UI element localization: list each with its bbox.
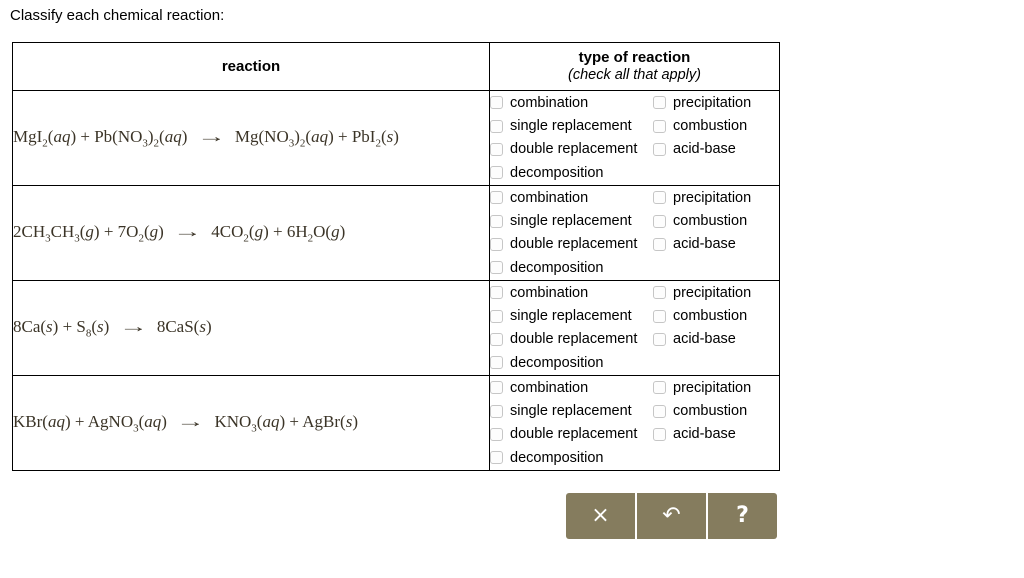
reaction-row — [13, 186, 780, 281]
option-acid-base[interactable] — [653, 328, 779, 351]
option-acid-base[interactable] — [653, 233, 779, 256]
reaction-formula: $2CH_3CH_3(g) + 7O_2(g) \to 4CO_2(g) + 6H_2O(g)$ — [13, 221, 346, 245]
option-double-replacement[interactable] — [490, 328, 653, 351]
option-label: acid-base — [673, 236, 736, 253]
checkbox-single-replacement[interactable] — [490, 405, 503, 418]
reaction-row — [13, 281, 780, 376]
option-label: combination — [510, 379, 589, 396]
option-combination[interactable] — [490, 91, 653, 114]
option-label: combustion — [673, 403, 748, 420]
option-combination[interactable] — [490, 281, 653, 304]
help-button[interactable] — [708, 493, 777, 539]
checkbox-precipitation[interactable] — [653, 96, 666, 109]
option-label: decomposition — [510, 164, 604, 181]
option-label: decomposition — [510, 259, 604, 276]
option-label: precipitation — [673, 94, 752, 111]
options-grid — [490, 281, 779, 375]
checkbox-double-replacement[interactable] — [490, 143, 503, 156]
toolbar — [566, 493, 777, 539]
table-body — [13, 91, 780, 471]
reaction-cell — [13, 186, 490, 281]
option-label: precipitation — [673, 379, 752, 396]
checkbox-combustion[interactable] — [653, 310, 666, 323]
option-label: double replacement — [510, 426, 638, 443]
type-header-label: type of reaction — [578, 49, 691, 66]
option-label: combustion — [673, 308, 748, 325]
checkbox-combustion[interactable] — [653, 215, 666, 228]
checkbox-decomposition[interactable] — [490, 166, 503, 179]
option-single-replacement[interactable] — [490, 399, 653, 422]
option-combustion[interactable] — [653, 209, 779, 232]
option-double-replacement[interactable] — [490, 138, 653, 161]
checkbox-double-replacement[interactable] — [490, 238, 503, 251]
option-combustion[interactable] — [653, 399, 779, 422]
reaction-formula: $MgI_2(aq) + Pb(NO_3)_2(aq) \to Mg(NO_3)_2(aq) + PbI_2(s)$ — [13, 126, 399, 150]
options-cell — [490, 281, 780, 376]
options-grid — [490, 91, 779, 185]
option-label: single replacement — [510, 403, 632, 420]
option-label: acid-base — [673, 331, 736, 348]
option-label: precipitation — [673, 189, 752, 206]
option-label: double replacement — [510, 236, 638, 253]
checkbox-acid-base[interactable] — [653, 428, 666, 441]
option-combination[interactable] — [490, 376, 653, 399]
reaction-formula: $8Ca(s) + S_8(s) \to 8CaS(s)$ — [13, 316, 212, 340]
checkbox-acid-base[interactable] — [653, 238, 666, 251]
option-single-replacement[interactable] — [490, 209, 653, 232]
reaction-cell — [13, 281, 490, 376]
options-grid — [490, 376, 779, 470]
type-column-header — [490, 43, 780, 91]
option-single-replacement[interactable] — [490, 304, 653, 327]
options-cell — [490, 91, 780, 186]
option-decomposition[interactable] — [490, 256, 653, 279]
option-label: combination — [510, 189, 589, 206]
option-precipitation[interactable] — [653, 376, 779, 399]
option-label: decomposition — [510, 354, 604, 371]
checkbox-combination[interactable] — [490, 191, 503, 204]
option-label: combination — [510, 94, 589, 111]
header-row — [13, 43, 780, 91]
x-icon: × — [591, 503, 610, 528]
reaction-cell — [13, 91, 490, 186]
option-combustion[interactable] — [653, 114, 779, 137]
option-single-replacement[interactable] — [490, 114, 653, 137]
option-precipitation[interactable] — [653, 281, 779, 304]
option-label: decomposition — [510, 449, 604, 466]
checkbox-precipitation[interactable] — [653, 381, 666, 394]
reaction-header-label: reaction — [221, 58, 281, 75]
checkbox-single-replacement[interactable] — [490, 310, 503, 323]
type-header-sublabel: (check all that apply) — [568, 67, 701, 83]
option-label: double replacement — [510, 331, 638, 348]
option-label: acid-base — [673, 426, 736, 443]
option-acid-base[interactable] — [653, 423, 779, 446]
option-label: single replacement — [510, 213, 632, 230]
options-cell — [490, 186, 780, 281]
options-cell — [490, 376, 780, 471]
option-label: double replacement — [510, 141, 638, 158]
option-label: combustion — [673, 213, 748, 230]
clear-button[interactable] — [566, 493, 635, 539]
checkbox-combination[interactable] — [490, 286, 503, 299]
checkbox-acid-base[interactable] — [653, 143, 666, 156]
undo-button[interactable] — [637, 493, 706, 539]
checkbox-single-replacement[interactable] — [490, 215, 503, 228]
option-label: precipitation — [673, 284, 752, 301]
option-label: single replacement — [510, 308, 632, 325]
option-label: combustion — [673, 118, 748, 135]
reaction-row — [13, 376, 780, 471]
checkbox-double-replacement[interactable] — [490, 428, 503, 441]
checkbox-combustion[interactable] — [653, 120, 666, 133]
checkbox-decomposition[interactable] — [490, 451, 503, 464]
checkbox-acid-base[interactable] — [653, 333, 666, 346]
option-label: combination — [510, 284, 589, 301]
checkbox-combination[interactable] — [490, 96, 503, 109]
classification-table — [12, 42, 780, 471]
reaction-cell — [13, 376, 490, 471]
undo-icon: ↶ — [662, 503, 681, 528]
checkbox-double-replacement[interactable] — [490, 333, 503, 346]
option-combination[interactable] — [490, 186, 653, 209]
checkbox-single-replacement[interactable] — [490, 120, 503, 133]
option-decomposition[interactable] — [490, 351, 653, 374]
option-precipitation[interactable] — [653, 91, 779, 114]
checkbox-decomposition[interactable] — [490, 261, 503, 274]
checkbox-precipitation[interactable] — [653, 191, 666, 204]
reaction-row — [13, 91, 780, 186]
option-label: acid-base — [673, 141, 736, 158]
reaction-column-header — [13, 43, 490, 91]
help-icon: ? — [736, 503, 749, 528]
option-decomposition[interactable] — [490, 446, 653, 469]
checkbox-decomposition[interactable] — [490, 356, 503, 369]
checkbox-precipitation[interactable] — [653, 286, 666, 299]
option-double-replacement[interactable] — [490, 233, 653, 256]
option-acid-base[interactable] — [653, 138, 779, 161]
option-label: single replacement — [510, 118, 632, 135]
checkbox-combustion[interactable] — [653, 405, 666, 418]
reaction-formula: KBr(aq) + AgNO$_3$(aq) → $KNO_3(aq)$ + AgBr(s) — [13, 411, 359, 435]
page-title: Classify each chemical reaction: — [10, 7, 225, 24]
option-decomposition[interactable] — [490, 161, 653, 184]
option-combustion[interactable] — [653, 304, 779, 327]
option-precipitation[interactable] — [653, 186, 779, 209]
option-double-replacement[interactable] — [490, 423, 653, 446]
options-grid — [490, 186, 779, 280]
checkbox-combination[interactable] — [490, 381, 503, 394]
